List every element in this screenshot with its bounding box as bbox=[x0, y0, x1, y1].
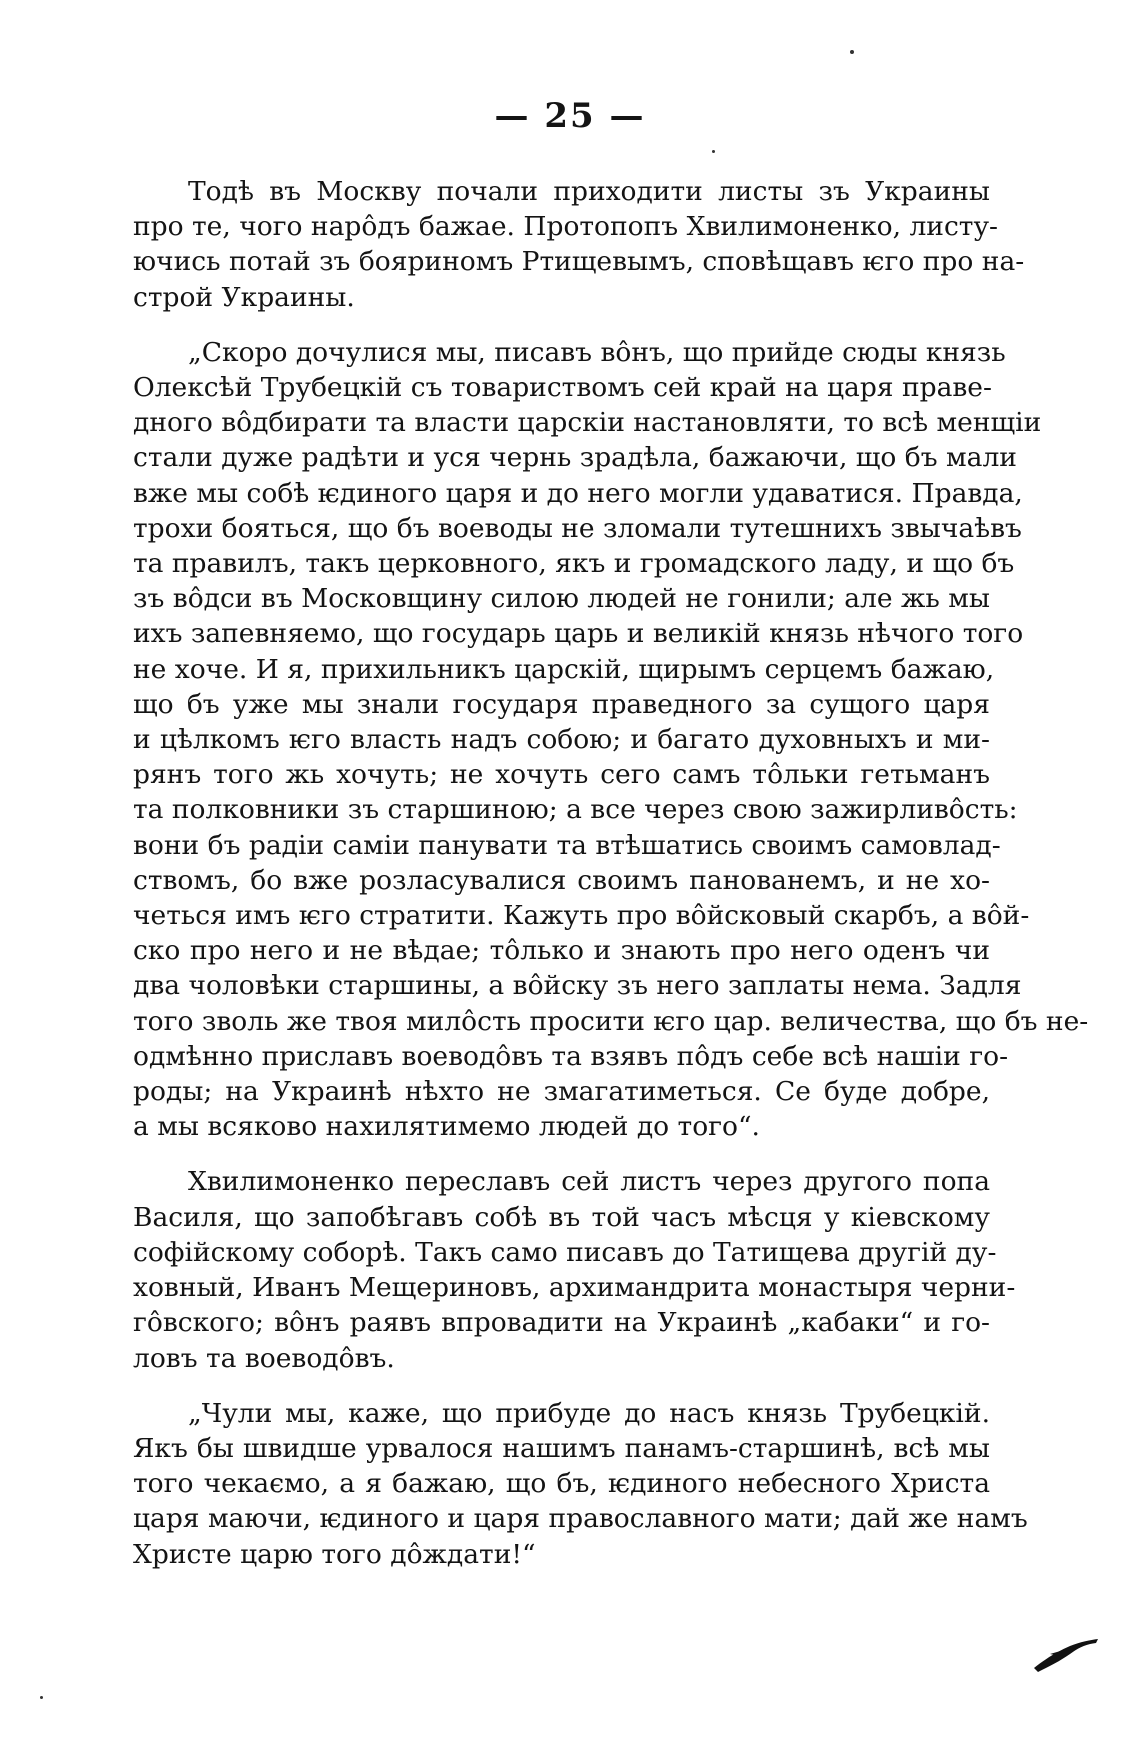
text-line: вже мы собѣ ѥдиного царя и до него могли удаватися. Правда, bbox=[133, 477, 1023, 509]
scan-speck bbox=[712, 150, 715, 153]
text-line: та полковники зъ старшиною; а все через свою зажирливôсть: bbox=[133, 794, 1018, 826]
scan-speck bbox=[850, 50, 854, 54]
text-line: вони бъ радіи саміи панувати та втѣшатись своимъ самовлад- bbox=[133, 829, 1001, 861]
text-line: Олексѣй Трубецкій съ товариствомъ сей край на царя праве- bbox=[133, 372, 992, 404]
text-line: рянъ того жь хочуть; не хочуть сего самъ тôльки гетьманъ bbox=[133, 759, 990, 791]
text-line: ствомъ, бо вже розласувалися своимъ панованемъ, и не хо- bbox=[133, 864, 990, 896]
ink-mark-icon bbox=[1030, 1624, 1100, 1674]
text-line: роды; на Украинѣ нѣхто не змагатиметься. Се буде добре, bbox=[133, 1076, 990, 1108]
paragraph bbox=[133, 1164, 1016, 1375]
text-line: Христе царю того дôждати!“ bbox=[133, 1538, 536, 1570]
text-line: ючись потай зъ бояриномъ Ртищевымъ, сповѣщавъ ѥго про на- bbox=[133, 246, 1025, 278]
text-line: и цѣлкомъ ѥго власть надъ собою; и багато духовныхъ и ми- bbox=[133, 724, 990, 756]
text-line: ловъ та воеводôвъ. bbox=[133, 1342, 395, 1374]
text-line: зъ вôдси въ Московщину силою людей не гонили; але жь мы bbox=[133, 583, 990, 615]
text-line: про те, чого нарôдъ бажае. Протопопъ Хвилимоненко, листу- bbox=[133, 211, 999, 243]
text-line: гôвского; вôнъ раявъ впровадити на Украинѣ „кабаки“ и го- bbox=[133, 1307, 990, 1339]
text-line: четься имъ ѥго стратити. Кажуть про вôйсковый скарбъ, а вôй- bbox=[133, 900, 1030, 932]
text-line: стали дуже радѣти и уся чернь зрадѣла, бажаючи, що бъ мали bbox=[133, 442, 1017, 474]
text-line: „Чули мы, каже, що прибуде до насъ князь Трубецкій. bbox=[188, 1397, 990, 1429]
text-line: та правилъ, такъ церковного, якъ и громадского ладу, и що бъ bbox=[133, 548, 1015, 580]
text-line: ихъ запевняемо, що государь царь и великій князь нѣчого того bbox=[133, 618, 1024, 650]
text-line: два чоловѣки старшины, а вôйску зъ него заплаты нема. Задля bbox=[133, 970, 1022, 1002]
text-line: Василя, що запобѣгавъ собѣ въ той часъ мѣсця у кіевскому bbox=[133, 1201, 990, 1233]
text-line: того чекаємо, а я бажаю, що бъ, ѥдиного небесного Христа bbox=[133, 1468, 990, 1500]
text-line: Хвилимоненко переславъ сей листъ через другого попа bbox=[188, 1166, 990, 1198]
page-number: — 25 — bbox=[494, 96, 646, 136]
scan-speck bbox=[40, 1696, 43, 1699]
paragraph bbox=[133, 335, 1089, 1145]
text-line: софійскому соборѣ. Такъ само писавъ до Татищева другій ду- bbox=[133, 1236, 997, 1268]
text-line: ско про него и не вѣдае; тôлько и знають про него оденъ чи bbox=[133, 935, 990, 967]
text-line: ховный, Иванъ Мещериновъ, архимандрита монастыря черни- bbox=[133, 1272, 1016, 1304]
text-line: строй Украины. bbox=[133, 281, 355, 313]
text-line: дного вôдбирати та власти царскіи настановляти, то всѣ менщіи bbox=[133, 407, 1042, 439]
paragraph bbox=[133, 174, 1025, 315]
text-line: що бъ уже мы знали государя праведного за сущого царя bbox=[133, 688, 990, 720]
paragraph bbox=[133, 1396, 1028, 1572]
text-line: Тодѣ въ Москву почали приходити листы зъ Украины bbox=[188, 176, 990, 207]
text-line: того зволь же твоя милôсть просити ѥго цар. величества, що бъ не- bbox=[133, 1005, 1089, 1037]
text-line: трохи бояться, що бъ воеводы не зломали тутешнихъ звычаѣвъ bbox=[133, 512, 1022, 544]
text-line: одмѣнно приславъ воеводôвъ та взявъ пôдъ себе всѣ нашіи го- bbox=[133, 1040, 1009, 1072]
text-line: „Скоро дочулися мы, писавъ вôнъ, що прийде сюды князь bbox=[188, 336, 1006, 368]
text-line: Якъ бы швидше урвалося нашимъ панамъ-старшинѣ, всѣ мы bbox=[133, 1432, 990, 1464]
body-text bbox=[133, 174, 1089, 1592]
text-line: не хоче. И я, прихильникъ царскій, щирымъ серцемъ бажаю, bbox=[133, 653, 995, 685]
text-line: царя маючи, ѥдиного и царя православного мати; дай же намъ bbox=[133, 1503, 1028, 1535]
text-line: а мы всяково нахилятимемо людей до того“. bbox=[133, 1111, 760, 1143]
